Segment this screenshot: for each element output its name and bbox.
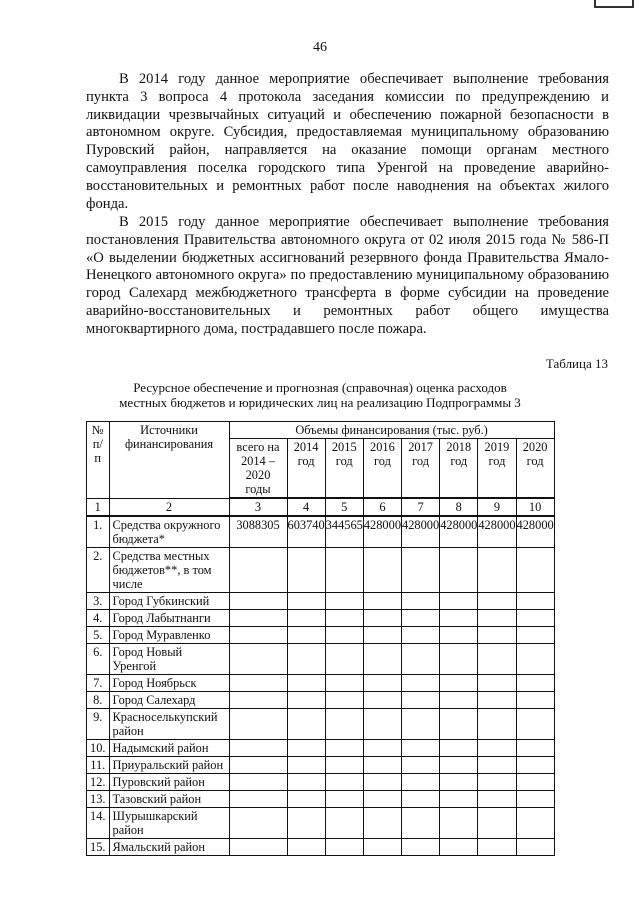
header-num: № п/п <box>87 422 110 499</box>
row-value <box>229 791 287 808</box>
row-value <box>402 692 440 709</box>
table-row <box>87 839 555 856</box>
row-value <box>287 791 325 808</box>
row-value <box>516 757 554 774</box>
row-value: 428000 <box>440 516 478 548</box>
row-value <box>363 808 401 839</box>
page-number: 46 <box>313 40 327 55</box>
row-value <box>440 774 478 791</box>
column-number: 9 <box>478 498 516 516</box>
row-value <box>287 644 325 675</box>
table-title <box>110 380 530 410</box>
row-value <box>325 839 363 856</box>
row-value <box>402 548 440 593</box>
row-value <box>516 593 554 610</box>
row-value <box>440 839 478 856</box>
row-value <box>440 593 478 610</box>
row-value <box>325 675 363 692</box>
table-row <box>87 740 555 757</box>
row-value <box>287 774 325 791</box>
row-value <box>325 692 363 709</box>
row-value <box>363 774 401 791</box>
header-year: 2018 год <box>440 439 478 499</box>
table-row <box>87 675 555 692</box>
row-number: 14. <box>87 808 110 839</box>
row-value: 428000 <box>363 516 401 548</box>
column-number-row <box>87 498 555 516</box>
table-row <box>87 791 555 808</box>
row-value <box>516 548 554 593</box>
table-header-row <box>87 422 555 439</box>
row-value: 3088305 <box>229 516 287 548</box>
scan-corner-mark <box>594 0 634 8</box>
row-value <box>287 610 325 627</box>
row-value <box>402 774 440 791</box>
row-source-name: Красноселькупский район <box>109 709 229 740</box>
row-source-name: Тазовский район <box>109 791 229 808</box>
row-value <box>229 709 287 740</box>
row-value <box>402 593 440 610</box>
column-number: 4 <box>287 498 325 516</box>
row-value <box>363 548 401 593</box>
column-number: 10 <box>516 498 554 516</box>
row-value <box>516 610 554 627</box>
table-row <box>87 548 555 593</box>
row-value <box>516 644 554 675</box>
row-value <box>440 808 478 839</box>
column-number: 3 <box>229 498 287 516</box>
row-value <box>440 627 478 644</box>
row-value <box>402 808 440 839</box>
row-value <box>363 610 401 627</box>
row-value <box>516 675 554 692</box>
row-value <box>287 593 325 610</box>
row-source-name: Приуральский район <box>109 757 229 774</box>
table-title-line-2: местных бюджетов и юридических лиц на реализацию Подпрограммы 3 <box>119 395 521 410</box>
row-value <box>440 548 478 593</box>
paragraph-2015: В 2015 году данное мероприятие обеспечивает выполнение требования постановления Правительства автономного округа от 02 июля 2015 года № 586-П «О выделении бюджетных ассигнований резервного фонда Правительства Ямало-Ненецкого автономного округа» по предоставлению муниципальному образованию город Салехард межбюджетного трансферта в форме субсидии на проведение аварийно-восстановительных и ремонтных работ общего имущества многоквартирного дома, пострадавшего после пожара. <box>86 214 609 337</box>
row-value <box>402 791 440 808</box>
table-body <box>87 516 555 856</box>
header-source: Источники финансирования <box>109 422 229 499</box>
row-value <box>478 593 516 610</box>
row-value <box>478 839 516 856</box>
row-value <box>516 692 554 709</box>
row-source-name: Город Салехард <box>109 692 229 709</box>
row-source-name: Город Муравленко <box>109 627 229 644</box>
table-label: Таблица 13 <box>545 356 608 371</box>
row-value <box>325 593 363 610</box>
row-value <box>229 808 287 839</box>
row-value <box>287 627 325 644</box>
row-value <box>325 774 363 791</box>
row-value <box>440 610 478 627</box>
row-number: 10. <box>87 740 110 757</box>
table-row <box>87 757 555 774</box>
row-number: 2. <box>87 548 110 593</box>
table-row <box>87 644 555 675</box>
row-number: 7. <box>87 675 110 692</box>
header-year: 2015 год <box>325 439 363 499</box>
row-value <box>516 839 554 856</box>
row-source-name: Город Губкинский <box>109 593 229 610</box>
row-source-name: Шурышкарский район <box>109 808 229 839</box>
row-value <box>478 644 516 675</box>
header-year: 2017 год <box>402 439 440 499</box>
row-value <box>363 791 401 808</box>
row-value <box>478 675 516 692</box>
row-source-name: Город Ноябрьск <box>109 675 229 692</box>
row-value <box>325 709 363 740</box>
row-value <box>325 548 363 593</box>
row-value <box>363 839 401 856</box>
row-value <box>325 808 363 839</box>
row-value <box>402 757 440 774</box>
table-row <box>87 593 555 610</box>
row-value <box>287 839 325 856</box>
row-value <box>402 610 440 627</box>
row-source-name: Пуровский район <box>109 774 229 791</box>
row-value <box>478 548 516 593</box>
row-source-name: Ямальский район <box>109 839 229 856</box>
row-value <box>325 791 363 808</box>
table-row <box>87 627 555 644</box>
row-value: 344565 <box>325 516 363 548</box>
paragraph-2014: В 2014 году данное мероприятие обеспечивает выполнение требования пункта 3 вопроса 4 протокола заседания комиссии по предупреждению и ликвидации чрезвычайных ситуаций и обеспечению пожарной безопасности в автономном округе. Субсидия, предоставляемая муниципальному образованию Пуровский район, направляется на оказание помощи органам местного самоуправления поселка городского типа Уренгой на проведение аварийно-восстановительных и ремонтных работ после наводнения на объектах жилого фонда. <box>86 71 609 212</box>
row-value <box>229 774 287 791</box>
row-source-name: Надымский район <box>109 740 229 757</box>
table-row <box>87 808 555 839</box>
row-value <box>325 627 363 644</box>
table-title-line-1: Ресурсное обеспечение и прогнозная (справочная) оценка расходов <box>133 380 507 395</box>
row-value <box>287 808 325 839</box>
row-number: 4. <box>87 610 110 627</box>
row-value <box>229 627 287 644</box>
row-value <box>478 774 516 791</box>
row-value <box>516 627 554 644</box>
row-value <box>440 740 478 757</box>
row-value <box>440 644 478 675</box>
row-value <box>287 740 325 757</box>
row-value <box>229 675 287 692</box>
header-year: 2020 год <box>516 439 554 499</box>
row-value <box>325 610 363 627</box>
row-value <box>440 692 478 709</box>
row-value <box>229 593 287 610</box>
row-value <box>287 675 325 692</box>
row-value <box>478 692 516 709</box>
row-value <box>516 740 554 757</box>
row-value <box>325 740 363 757</box>
row-source-name: Город Новый Уренгой <box>109 644 229 675</box>
row-value <box>478 709 516 740</box>
header-year: 2019 год <box>478 439 516 499</box>
row-value <box>287 757 325 774</box>
row-number: 12. <box>87 774 110 791</box>
row-value <box>516 709 554 740</box>
row-value <box>478 610 516 627</box>
row-value <box>363 644 401 675</box>
row-number: 6. <box>87 644 110 675</box>
row-value <box>363 692 401 709</box>
table-row <box>87 610 555 627</box>
column-number: 8 <box>440 498 478 516</box>
row-value <box>325 644 363 675</box>
row-number: 9. <box>87 709 110 740</box>
row-value <box>440 757 478 774</box>
header-year: 2016 год <box>363 439 401 499</box>
row-value <box>363 675 401 692</box>
row-number: 8. <box>87 692 110 709</box>
row-value <box>516 808 554 839</box>
row-value <box>363 740 401 757</box>
row-value <box>478 808 516 839</box>
row-value: 603740 <box>287 516 325 548</box>
row-value <box>229 644 287 675</box>
row-source-name: Средства местных бюджетов**, в том числе <box>109 548 229 593</box>
row-number: 1. <box>87 516 110 548</box>
header-year: 2014 год <box>287 439 325 499</box>
row-value <box>402 709 440 740</box>
row-value <box>325 757 363 774</box>
row-value <box>287 692 325 709</box>
row-value <box>440 709 478 740</box>
row-value <box>402 675 440 692</box>
row-value <box>516 774 554 791</box>
row-number: 15. <box>87 839 110 856</box>
row-value <box>363 627 401 644</box>
row-value <box>363 757 401 774</box>
header-group: Объемы финансирования (тыс. руб.) <box>229 422 554 439</box>
table-row <box>87 516 555 548</box>
column-number: 5 <box>325 498 363 516</box>
column-number: 7 <box>402 498 440 516</box>
header-total: всего на 2014 – 2020 годы <box>229 439 287 499</box>
row-source-name: Средства окружного бюджета* <box>109 516 229 548</box>
row-value: 428000 <box>516 516 554 548</box>
row-value <box>478 757 516 774</box>
row-number: 11. <box>87 757 110 774</box>
row-value <box>229 839 287 856</box>
table-row <box>87 692 555 709</box>
row-number: 3. <box>87 593 110 610</box>
row-value <box>440 791 478 808</box>
row-value <box>287 709 325 740</box>
column-number: 6 <box>363 498 401 516</box>
row-source-name: Город Лабытнанги <box>109 610 229 627</box>
financing-table <box>86 421 555 856</box>
row-value <box>478 791 516 808</box>
row-value <box>478 740 516 757</box>
row-value <box>402 839 440 856</box>
column-number: 1 <box>87 498 110 516</box>
row-value: 428000 <box>478 516 516 548</box>
row-value <box>287 548 325 593</box>
row-number: 5. <box>87 627 110 644</box>
row-value <box>402 740 440 757</box>
row-value <box>229 610 287 627</box>
column-number: 2 <box>109 498 229 516</box>
row-value <box>516 791 554 808</box>
row-value <box>402 644 440 675</box>
row-value <box>478 627 516 644</box>
table-row <box>87 709 555 740</box>
row-value <box>363 709 401 740</box>
row-value <box>229 692 287 709</box>
row-value <box>402 627 440 644</box>
table-row <box>87 774 555 791</box>
row-value: 428000 <box>402 516 440 548</box>
row-value <box>229 757 287 774</box>
row-number: 13. <box>87 791 110 808</box>
row-value <box>229 548 287 593</box>
row-value <box>440 675 478 692</box>
row-value <box>363 593 401 610</box>
row-value <box>229 740 287 757</box>
